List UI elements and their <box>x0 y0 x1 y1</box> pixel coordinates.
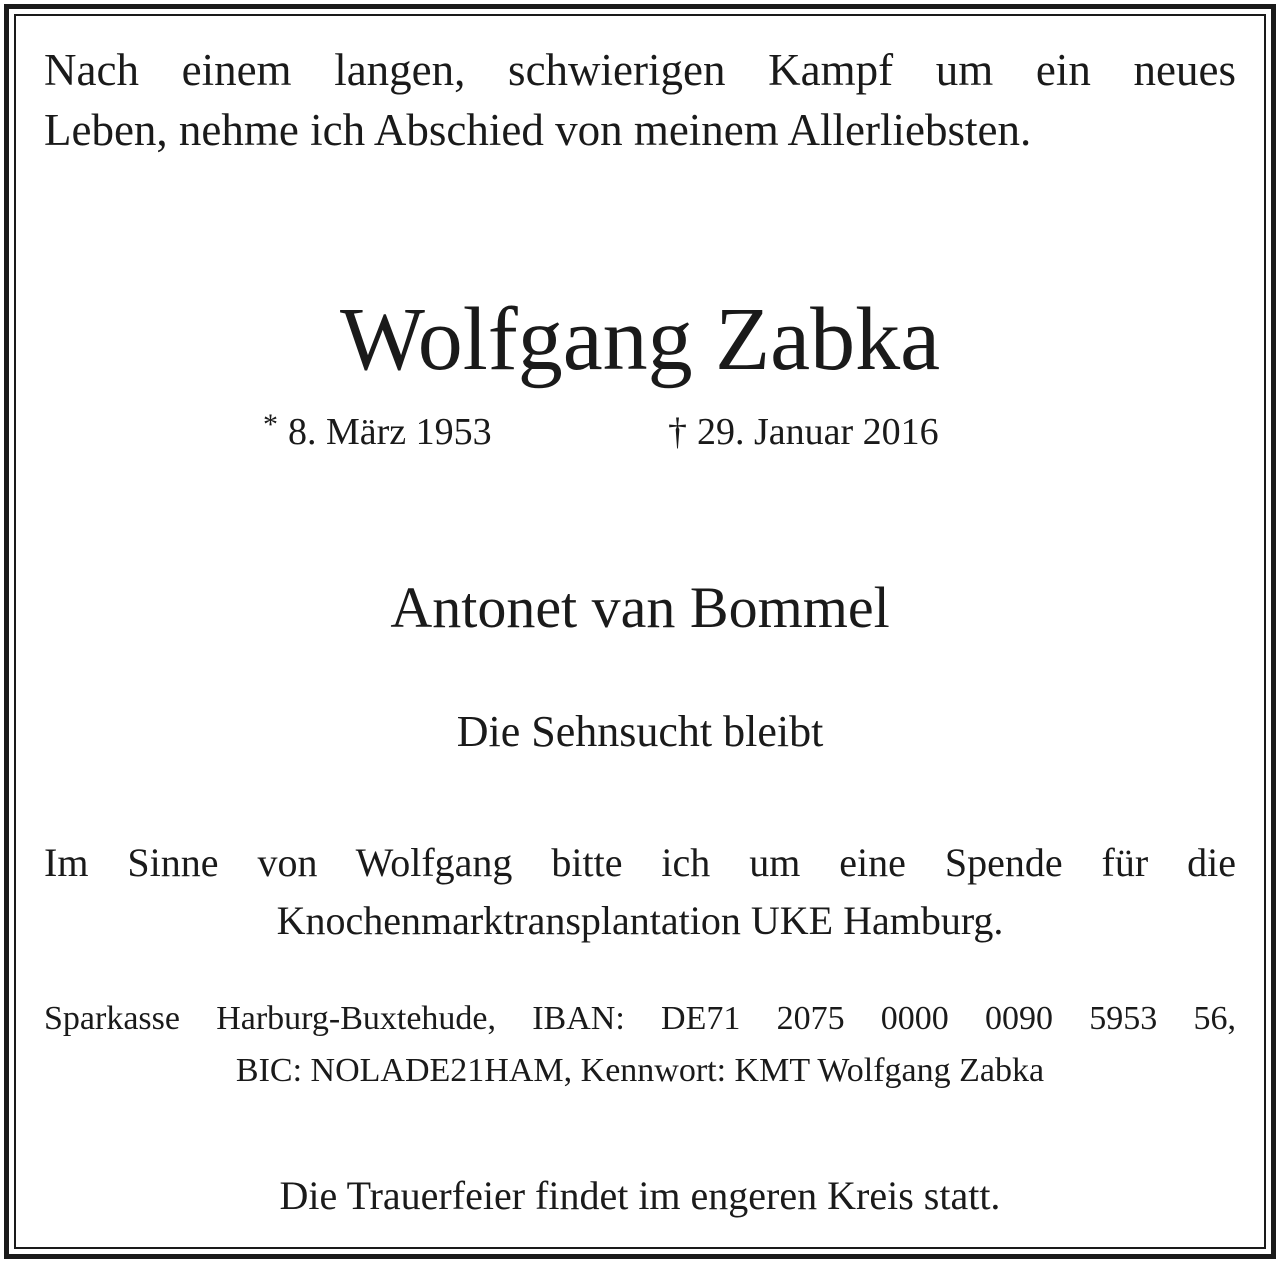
ceremony-note: Die Trauerfeier findet im engeren Kreis statt. <box>279 1173 1001 1218</box>
donation-line-1: Im Sinne von Wolfgang bitte ich um eine Spende für die <box>44 840 1236 885</box>
birth-star-icon: * <box>263 408 278 441</box>
bank-line-1: Sparkasse Harburg-Buxtehude, IBAN: DE71 2075 0000 0090 5953 56, <box>44 1000 1236 1037</box>
life-dates <box>0 407 1280 457</box>
mourner-name: Antonet van Bommel <box>390 575 890 640</box>
birth-date-group <box>263 407 492 460</box>
death-date-group <box>668 407 939 457</box>
intro-line-2: Leben, nehme ich Abschied von meinem Allerliebsten. <box>44 105 1032 155</box>
intro-text <box>44 40 1236 160</box>
death-date: 29. Januar 2016 <box>697 411 939 453</box>
donation-line-2: Knochenmarktransplantation UKE Hamburg. <box>276 898 1004 943</box>
intro-line-1: Nach einem langen, schwierigen Kampf um ein neues <box>44 45 1236 95</box>
bank-line-2: BIC: NOLADE21HAM, Kennwort: KMT Wolfgang Zabka <box>235 1052 1045 1089</box>
donation-request <box>44 834 1236 950</box>
birth-date: 8. März 1953 <box>288 411 492 453</box>
bank-details <box>44 993 1236 1097</box>
deceased-name: Wolfgang Zabka <box>339 290 941 389</box>
death-cross-icon: † <box>668 411 687 453</box>
motto: Die Sehnsucht bleibt <box>456 707 824 756</box>
